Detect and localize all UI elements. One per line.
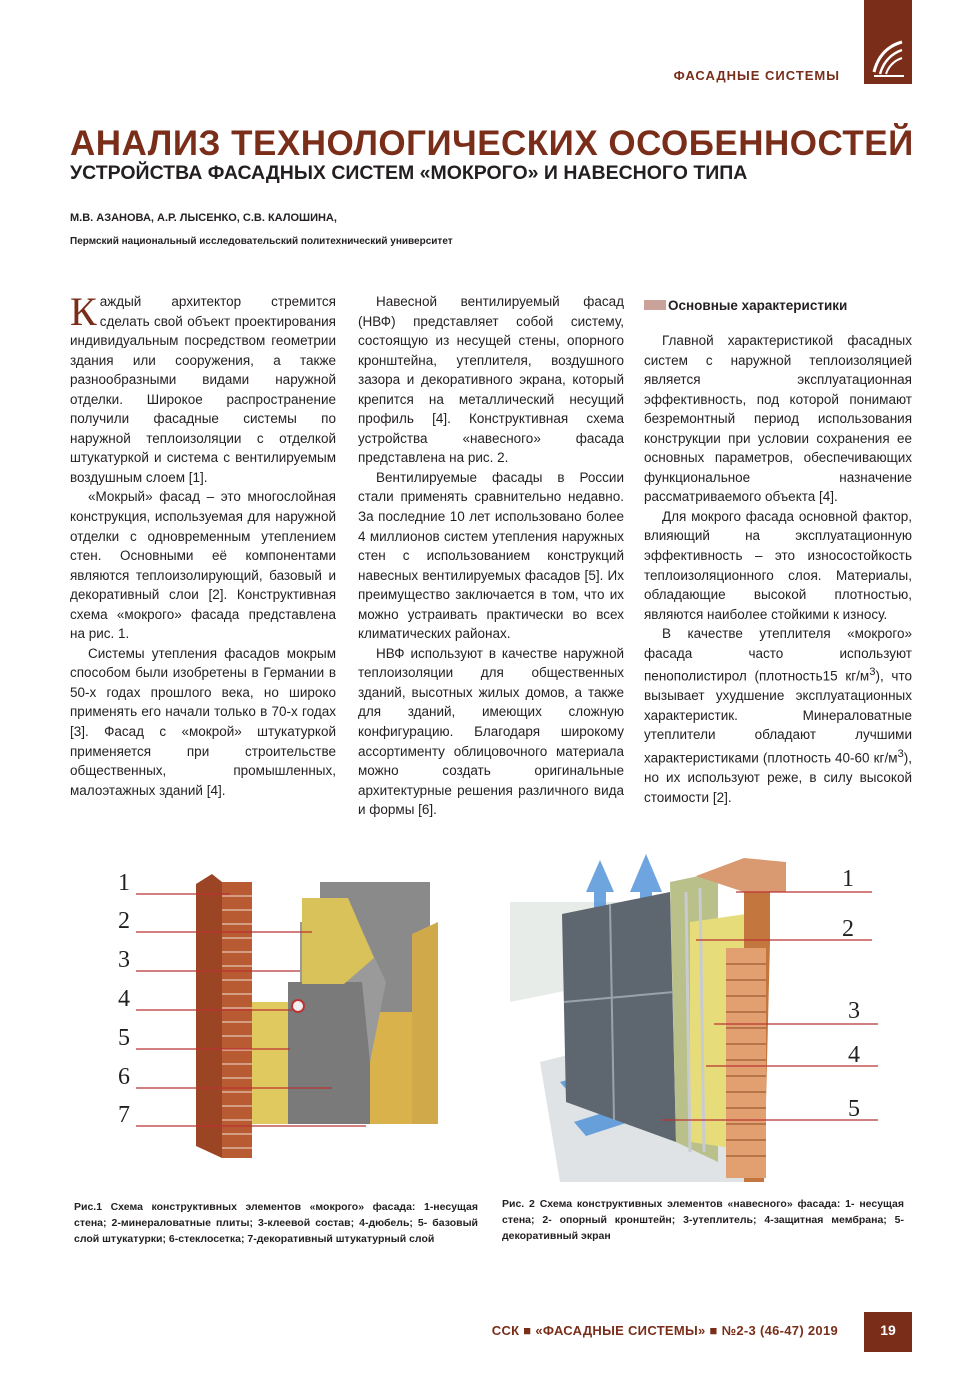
paragraph: В качестве утеплителя «мокрого» фасада часто используют пенополистирол (плотность15 $кг/м^3$), что вызывает ухудшение эксплуатационных характеристик. Минераловатные утеплители обладают лучшими характеристиками (плотность 40-60 $кг/м^3$), но их используют реже, в силу высокой стоимости [2]. [644,626,912,805]
figure-label: 1 [842,866,854,892]
paragraph: Вентилируемые фасады в России стали применять сравнительно недавно. За последние 10 лет использовано более 4 миллионов систем утепления наружных стен с использованием конструкций навесных вентилируемых фасадов [5]. Их преимущество заключается в том, что их можно устраивать практически во всех климатических районах. [358,469,624,642]
drop-cap: К [70,289,97,334]
page-number-tab [864,1312,912,1352]
subheading-bar [644,300,666,310]
figure-2 [500,852,910,1182]
figure-label: 4 [118,986,130,1012]
figure-label: 1 [118,870,130,896]
figure-label: 3 [848,998,860,1024]
figure-label: 5 [118,1025,130,1051]
column-1 [70,289,336,800]
paragraph: Для мокрого фасада основной фактор, влияющий на эксплуатационную эффективность – это износостойкость теплоизоляционного слоя. Материалы, обладающие высокой плотностью, являются наиболее стойкими к износу. [644,508,912,622]
figure-label: 5 [848,1096,860,1122]
paragraph: «Мокрый» фасад – это многослойная конструкция, используемая для наружной отделки с одновременным утеплением стен. Основными её компонентами являются теплоизолирующий, базовый и декоративный слои [2]. Конструктивная схема «мокрого» фасада представлена на рис. 1. [70,489,336,642]
paragraph: НВФ используют в качестве наружной теплоизоляции для общественных зданий, высотных жилых домов, а также для зданий, имеющих сложную конфигурацию. Благодаря широкому ассортименту облицовочного материала можно создать оригинальные архитектурные решения различного вида и формы [6]. [358,645,624,818]
footer [0,1312,980,1352]
footer-journal: ССК ■ «ФАСАДНЫЕ СИСТЕМЫ» ■ №2-3 (46-47) 2019 [491,1323,838,1338]
corner-tab [864,0,912,84]
dowel [292,1000,304,1012]
figure-label: 3 [118,947,130,973]
brick-wall [196,874,252,1158]
column-2 [358,292,624,820]
paragraph: Навесной вентилируемый фасад (НВФ) представляет собой систему, состоящую из несущей стены, опорного кронштейна, утеплителя, воздушного зазора и декоративного экрана, который крепится на металлический несущий профиль [4]. Конструктивная схема устройства «навесного» фасада представлена на рис. 2. [358,294,624,466]
figure-2-caption: Рис. 2 Схема конструктивных элементов «навесного» фасада: 1- несущая стена; 2- опорный кронштейн; 3-утеплитель; 4-защитная мембрана; 5-декоративный экран [502,1198,904,1242]
paragraph: Каждый архитектор стремится сделать свой объект проектирования индивидуальным посредством геометрии здания или сооружения, а также разнообразными видами наружной отделки. Широкое распространение получили фасадные системы по наружной теплоизоляции с отделкой штукатуркой и система с вентилируемым воздушным слоем [1]. [70,289,336,485]
paragraph: Главной характеристикой фасадных систем с наружной теплоизоляцией является эксплуатационная эффективность, под которой понимают безремонтный период использования конструкции при условии сохранения ее основных параметров, обеспечивающих функциональное назначение рассматриваемого объекта [4]. [644,333,912,505]
article-subtitle: УСТРОЙСТВА ФАСАДНЫХ СИСТЕМ «МОКРОГО» И НАВЕСНОГО ТИПА [70,162,748,184]
figure-label: 6 [118,1064,130,1090]
page-number: 19 [880,1322,896,1338]
authors: М.В. АЗАНОВА, А.Р. ЛЫСЕНКО, С.В. КАЛОШИНА, [70,212,337,224]
figure-label: 2 [118,908,130,934]
magazine-logo-icon [870,38,906,78]
figure-1-caption: Рис.1 Схема конструктивных элементов «мокрого» фасада: 1-несущая стена; 2-минераловатные плиты; 3-клеевой состав; 4-дюбель; 5- базовый слой штукатурки; 6-стеклосетка; 7-декоративный штукатурный слой [74,1201,478,1245]
column-3 [644,296,912,807]
decorative-screen [562,892,676,1142]
section-label: ФАСАДНЫЕ СИСТЕМЫ [673,68,840,83]
affiliation: Пермский национальный исследовательский политехнический университет [70,236,453,247]
article-title: АНАЛИЗ ТЕХНОЛОГИЧЕСКИХ ОСОБЕННОСТЕЙ [70,124,914,163]
subheading: Основные характеристики [644,296,912,318]
paragraph: Системы утепления фасадов мокрым способом были изобретены в Германии в 50-х годах прошлого века, но широко применять его начали только в 70-х годах [3]. Фасад с «мокрой» штукатуркой применяется при строительстве общественных, промышленных, малоэтажных зданий [4]. [70,645,336,798]
figure-label: 4 [848,1042,860,1068]
figure-label: 7 [118,1102,130,1128]
figure-1 [112,862,482,1162]
figure-label: 2 [842,916,854,942]
